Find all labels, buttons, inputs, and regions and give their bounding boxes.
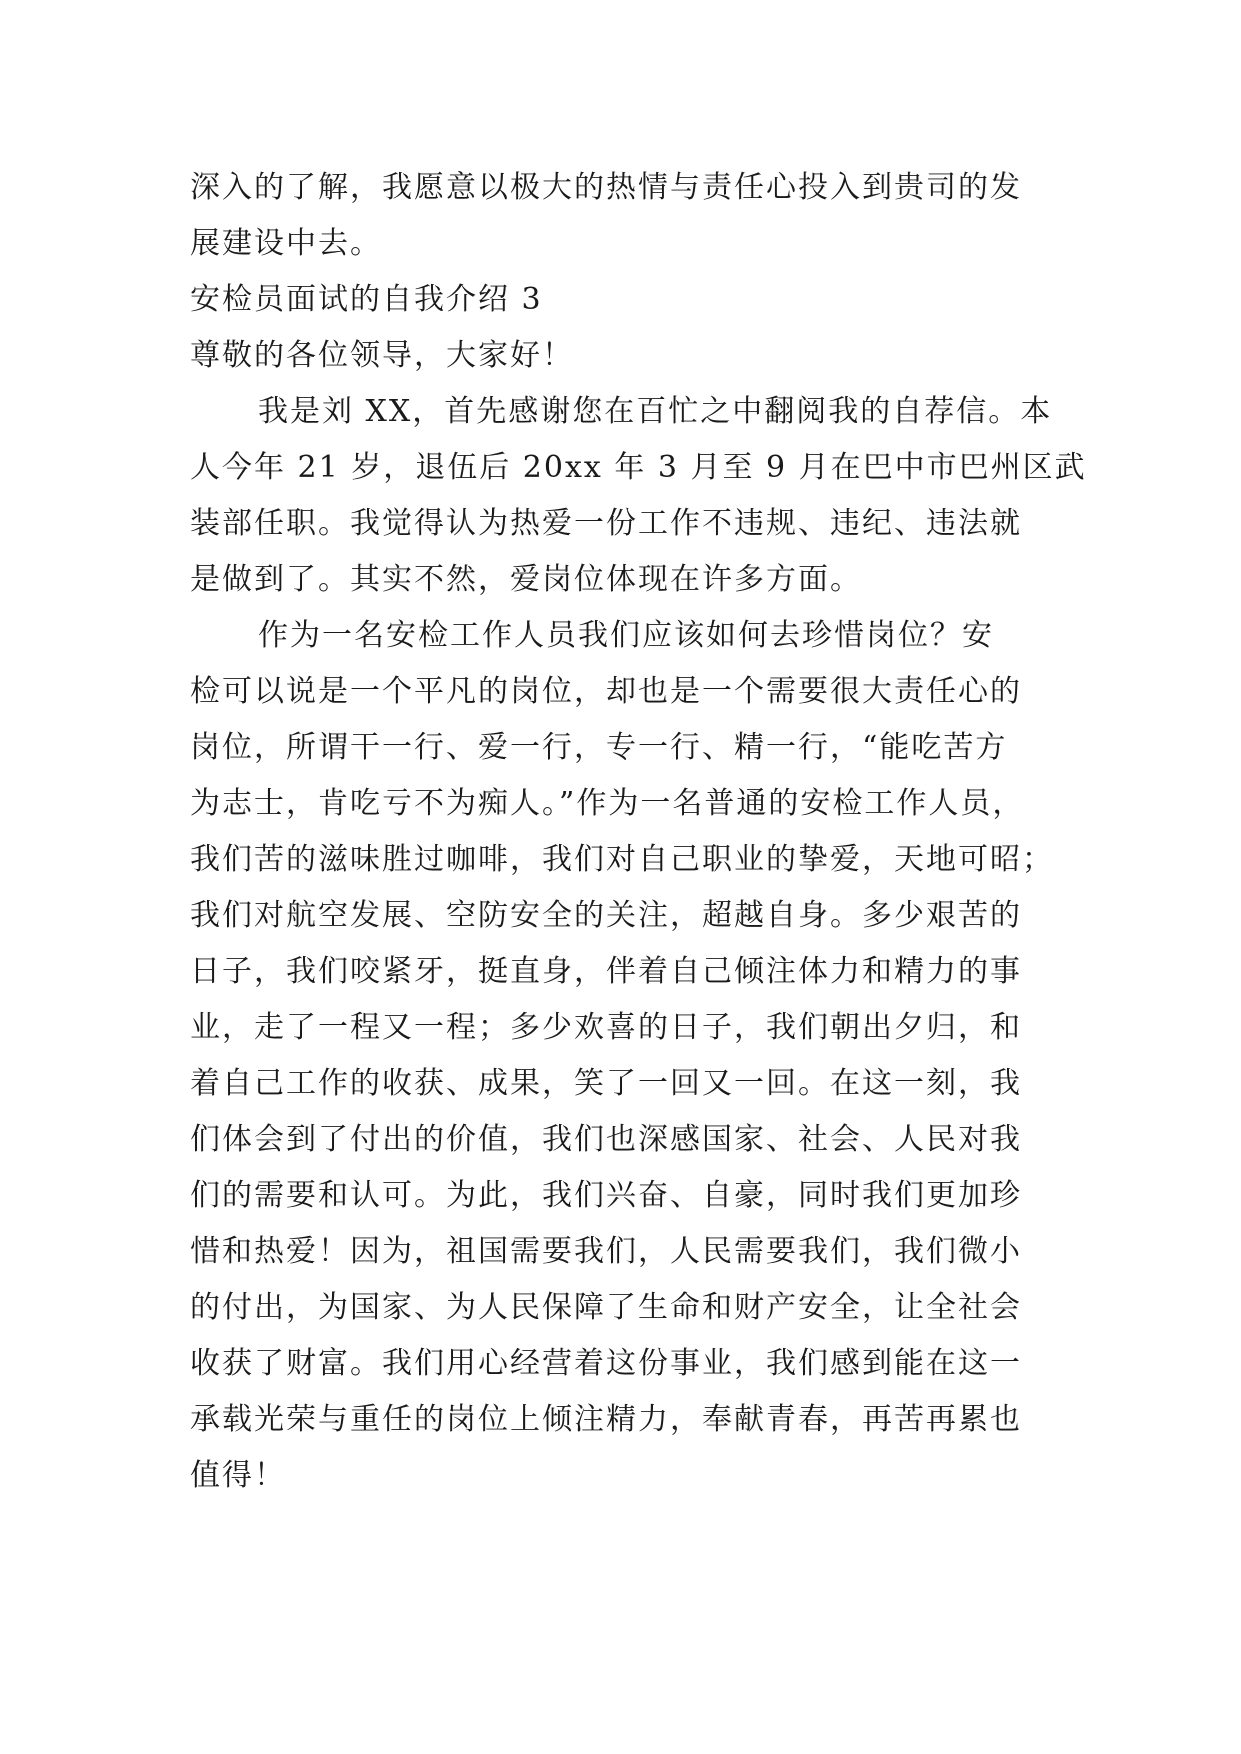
text-line: 着自己工作的收获、成果，笑了一回又一回。在这一刻，我 — [190, 1066, 1022, 1101]
salutation: 尊敬的各位领导，大家好！ — [190, 338, 574, 373]
text-line: 承载光荣与重任的岗位上倾注精力，奉献青春，再苦再累也 — [190, 1402, 1022, 1437]
text-line: 值得！ — [190, 1458, 286, 1493]
text-line: 我们苦的滋味胜过咖啡，我们对自己职业的挚爱，天地可昭； — [190, 842, 1054, 877]
text-line: 装部任职。我觉得认为热爱一份工作不违规、违纪、违法就 — [190, 506, 1022, 541]
text-line: 日子，我们咬紧牙，挺直身，伴着自己倾注体力和精力的事 — [190, 954, 1022, 989]
text-line: 们的需要和认可。为此，我们兴奋、自豪，同时我们更加珍 — [190, 1178, 1022, 1213]
text-line: 岗位，所谓干一行、爱一行，专一行、精一行，“能吃苦方 — [190, 730, 1008, 765]
paragraph-start: 我是刘 XX，首先感谢您在百忙之中翻阅我的自荐信。本 — [258, 394, 1053, 429]
text-line: 展建设中去。 — [190, 226, 382, 261]
text-line: 人今年 21 岁，退伍后 20xx 年 3 月至 9 月在巴中市巴州区武 — [190, 450, 1087, 485]
text-line: 们体会到了付出的价值，我们也深感国家、社会、人民对我 — [190, 1122, 1022, 1157]
section-heading: 安检员面试的自我介绍 3 — [190, 282, 543, 317]
paragraph-start: 作为一名安检工作人员我们应该如何去珍惜岗位？安 — [258, 618, 994, 653]
text-line: 惜和热爱！因为，祖国需要我们，人民需要我们，我们微小 — [190, 1234, 1022, 1269]
text-line: 业，走了一程又一程；多少欢喜的日子，我们朝出夕归，和 — [190, 1010, 1022, 1045]
text-line: 我们对航空发展、空防安全的关注，超越自身。多少艰苦的 — [190, 898, 1022, 933]
text-line: 为志士，肯吃亏不为痴人。”作为一名普通的安检工作人员， — [190, 786, 1025, 821]
text-line: 是做到了。其实不然，爱岗位体现在许多方面。 — [190, 562, 862, 597]
text-line: 深入的了解，我愿意以极大的热情与责任心投入到贵司的发 — [190, 170, 1022, 205]
text-line: 收获了财富。我们用心经营着这份事业，我们感到能在这一 — [190, 1346, 1022, 1381]
text-line: 的付出，为国家、为人民保障了生命和财产安全，让全社会 — [190, 1290, 1022, 1325]
document-body — [190, 160, 1087, 1504]
text-line: 检可以说是一个平凡的岗位，却也是一个需要很大责任心的 — [190, 674, 1022, 709]
